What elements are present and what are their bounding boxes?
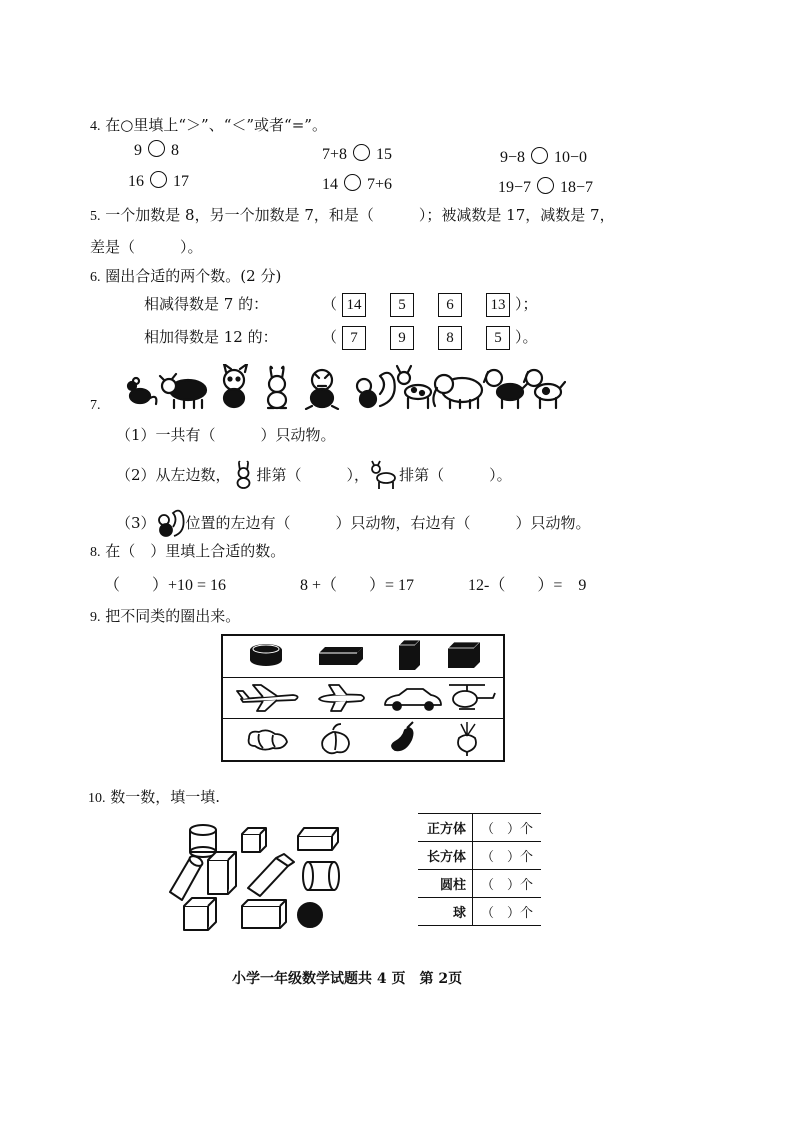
deer-icon[interactable] xyxy=(397,366,431,408)
q4-item-2-left: 7+8 xyxy=(322,146,348,163)
q6-row-2-label: 相加得数是 12 的： xyxy=(144,328,278,346)
q4-item-2-right: 15 xyxy=(376,146,393,163)
q7-sub2-c: 排第（ ）。 xyxy=(399,466,512,484)
q4-item-2 xyxy=(322,144,392,164)
q9-instruction: 把不同类的圈出来。 xyxy=(105,607,241,625)
q8-eq3: 12-（ ）= 9 xyxy=(468,577,587,594)
airplane-icon[interactable] xyxy=(237,685,298,711)
cat-icon[interactable] xyxy=(224,364,247,407)
q7-sub3-b: 位置的左边有（ ）只动物，右边有（ ）只动物。 xyxy=(185,514,591,532)
q7-sub3 xyxy=(116,506,591,538)
helicopter-icon[interactable] xyxy=(449,685,495,709)
q10-number: 10. xyxy=(88,791,106,806)
answer-blank[interactable]: （ ）个 xyxy=(473,814,542,842)
cylinder-icon xyxy=(190,825,216,857)
q4-item-5-left: 14 xyxy=(322,176,338,193)
q7-number: 7. xyxy=(90,398,101,413)
number-box[interactable]: 14 xyxy=(342,293,366,317)
q4-instruction: 在○里填上“＞”、“＜”或者“=”。 xyxy=(105,116,327,134)
q7-sub3-a: （3） xyxy=(116,514,156,532)
paren-open: （ xyxy=(322,295,338,313)
radish-icon[interactable] xyxy=(458,722,476,756)
q10-header xyxy=(88,786,220,807)
q8-header xyxy=(90,540,285,561)
number-box[interactable]: 8 xyxy=(438,326,462,350)
q4-item-4-right: 17 xyxy=(173,173,189,190)
cuboid-icon xyxy=(298,828,338,850)
compare-circle[interactable] xyxy=(353,144,370,161)
q4-item-1-left: 9 xyxy=(134,142,142,159)
animal-row xyxy=(122,364,566,410)
q9-grid xyxy=(221,634,505,762)
q6-row-1 xyxy=(144,293,538,317)
q9-row-produce xyxy=(223,718,503,759)
cylinder-icon xyxy=(303,862,339,890)
q7-sub2-a: （2）从左边数， xyxy=(116,466,231,484)
cylinder-icon[interactable] xyxy=(250,644,282,666)
cow-icon[interactable] xyxy=(160,374,206,408)
q4-header xyxy=(90,114,327,135)
q6-number: 6. xyxy=(90,270,101,285)
q4-item-3 xyxy=(500,147,587,167)
compare-circle[interactable] xyxy=(344,174,361,191)
q8-instruction: 在（ ）里填上合适的数。 xyxy=(105,542,286,560)
elephant-icon[interactable] xyxy=(433,375,482,408)
q6-instruction: 圈出合适的两个数。(2 分) xyxy=(105,267,282,285)
table-row xyxy=(418,898,541,926)
number-box[interactable]: 7 xyxy=(342,326,366,350)
page-footer: 小学一年级数学试题共 4 页 第 2页 xyxy=(232,971,463,987)
cube-icon xyxy=(184,898,216,930)
table-row xyxy=(418,814,541,842)
q9-number: 9. xyxy=(90,610,101,625)
table-label: 球 xyxy=(418,898,473,926)
answer-blank[interactable]: （ ）个 xyxy=(473,842,542,870)
q9-header xyxy=(90,605,240,626)
cuboid-icon[interactable] xyxy=(319,647,363,665)
car-icon[interactable] xyxy=(385,689,441,710)
compare-circle[interactable] xyxy=(148,140,165,157)
q10-shapes xyxy=(160,822,345,934)
q4-item-3-right: 10−0 xyxy=(554,149,588,166)
number-box[interactable]: 6 xyxy=(438,293,462,317)
tall-cuboid-icon[interactable] xyxy=(399,640,420,670)
cube-icon[interactable] xyxy=(448,642,480,668)
table-label: 正方体 xyxy=(418,814,473,842)
q5-line1 xyxy=(90,204,615,225)
q6-row-2-end: ）。 xyxy=(515,328,538,346)
q6-row-2 xyxy=(144,326,538,350)
q4-item-3-left: 9−8 xyxy=(500,149,526,166)
mouse-icon[interactable] xyxy=(128,378,156,404)
q7-sub2 xyxy=(116,460,512,490)
cube-icon xyxy=(242,828,266,852)
q6-row-1-end: ）； xyxy=(515,295,538,313)
q4-item-1-right: 8 xyxy=(171,142,179,159)
jet-icon[interactable] xyxy=(319,685,364,711)
cuboid-icon xyxy=(208,852,236,894)
table-label: 长方体 xyxy=(418,842,473,870)
peach-icon[interactable] xyxy=(322,724,349,753)
q4-item-6-right: 18−7 xyxy=(560,179,594,196)
q4-item-5 xyxy=(322,174,392,194)
tiger-icon[interactable] xyxy=(306,370,338,409)
table-row xyxy=(418,842,541,870)
squirrel-icon[interactable] xyxy=(357,373,395,407)
sphere-icon xyxy=(298,903,322,927)
q4-item-1 xyxy=(134,140,179,160)
answer-blank[interactable]: （ ）个 xyxy=(473,870,542,898)
peanut-icon[interactable] xyxy=(249,730,287,749)
q4-number: 4. xyxy=(90,119,101,134)
compare-circle[interactable] xyxy=(150,171,167,188)
deer-icon xyxy=(369,460,399,490)
squirrel-icon xyxy=(156,506,186,538)
q5-line2: 差是（ ）。 xyxy=(90,238,203,256)
q4-item-4 xyxy=(128,171,189,191)
rabbit-icon[interactable] xyxy=(268,367,286,408)
dog-icon[interactable] xyxy=(524,370,565,408)
number-box[interactable]: 9 xyxy=(390,326,414,350)
q8-eq1: （ ）+10 = 16 xyxy=(104,577,227,594)
q10-instruction: 数一数，填一填. xyxy=(110,788,221,806)
q9-row-solids xyxy=(223,636,503,678)
table-row xyxy=(418,870,541,898)
q4-item-4-left: 16 xyxy=(128,173,144,190)
compare-circle[interactable] xyxy=(537,177,554,194)
q10-count-table xyxy=(418,813,541,926)
table-label: 圆柱 xyxy=(418,870,473,898)
q8-eq2: 8 +（ ）= 17 xyxy=(300,577,415,594)
rabbit-icon xyxy=(231,460,257,490)
cuboid-icon xyxy=(248,854,294,896)
q4-item-5-right: 7+6 xyxy=(367,176,393,193)
number-box[interactable]: 5 xyxy=(390,293,414,317)
answer-blank[interactable]: （ ）个 xyxy=(473,898,542,926)
number-box[interactable]: 13 xyxy=(486,293,510,317)
cuboid-icon xyxy=(242,900,286,928)
q6-row-1-label: 相减得数是 7 的： xyxy=(144,295,269,313)
q7-sub1: （1）一共有（ ）只动物。 xyxy=(116,426,336,444)
number-box[interactable]: 5 xyxy=(486,326,510,350)
cylinder-icon xyxy=(170,854,204,900)
paren-open: （ xyxy=(322,328,338,346)
q5-line1-text: 一个加数是 8，另一个加数是 7，和是（ ）；被减数是 17，减数是 7， xyxy=(105,206,615,224)
dog-icon[interactable] xyxy=(484,370,529,408)
q8-number: 8. xyxy=(90,545,101,560)
compare-circle[interactable] xyxy=(531,147,548,164)
q4-item-6 xyxy=(498,177,593,197)
q5-number: 5. xyxy=(90,209,101,224)
q7-sub2-b: 排第（ ）， xyxy=(256,466,370,484)
q6-header xyxy=(90,265,281,286)
eggplant-icon[interactable] xyxy=(392,722,413,750)
q4-item-6-left: 19−7 xyxy=(498,179,532,196)
q9-row-vehicles xyxy=(223,677,503,719)
